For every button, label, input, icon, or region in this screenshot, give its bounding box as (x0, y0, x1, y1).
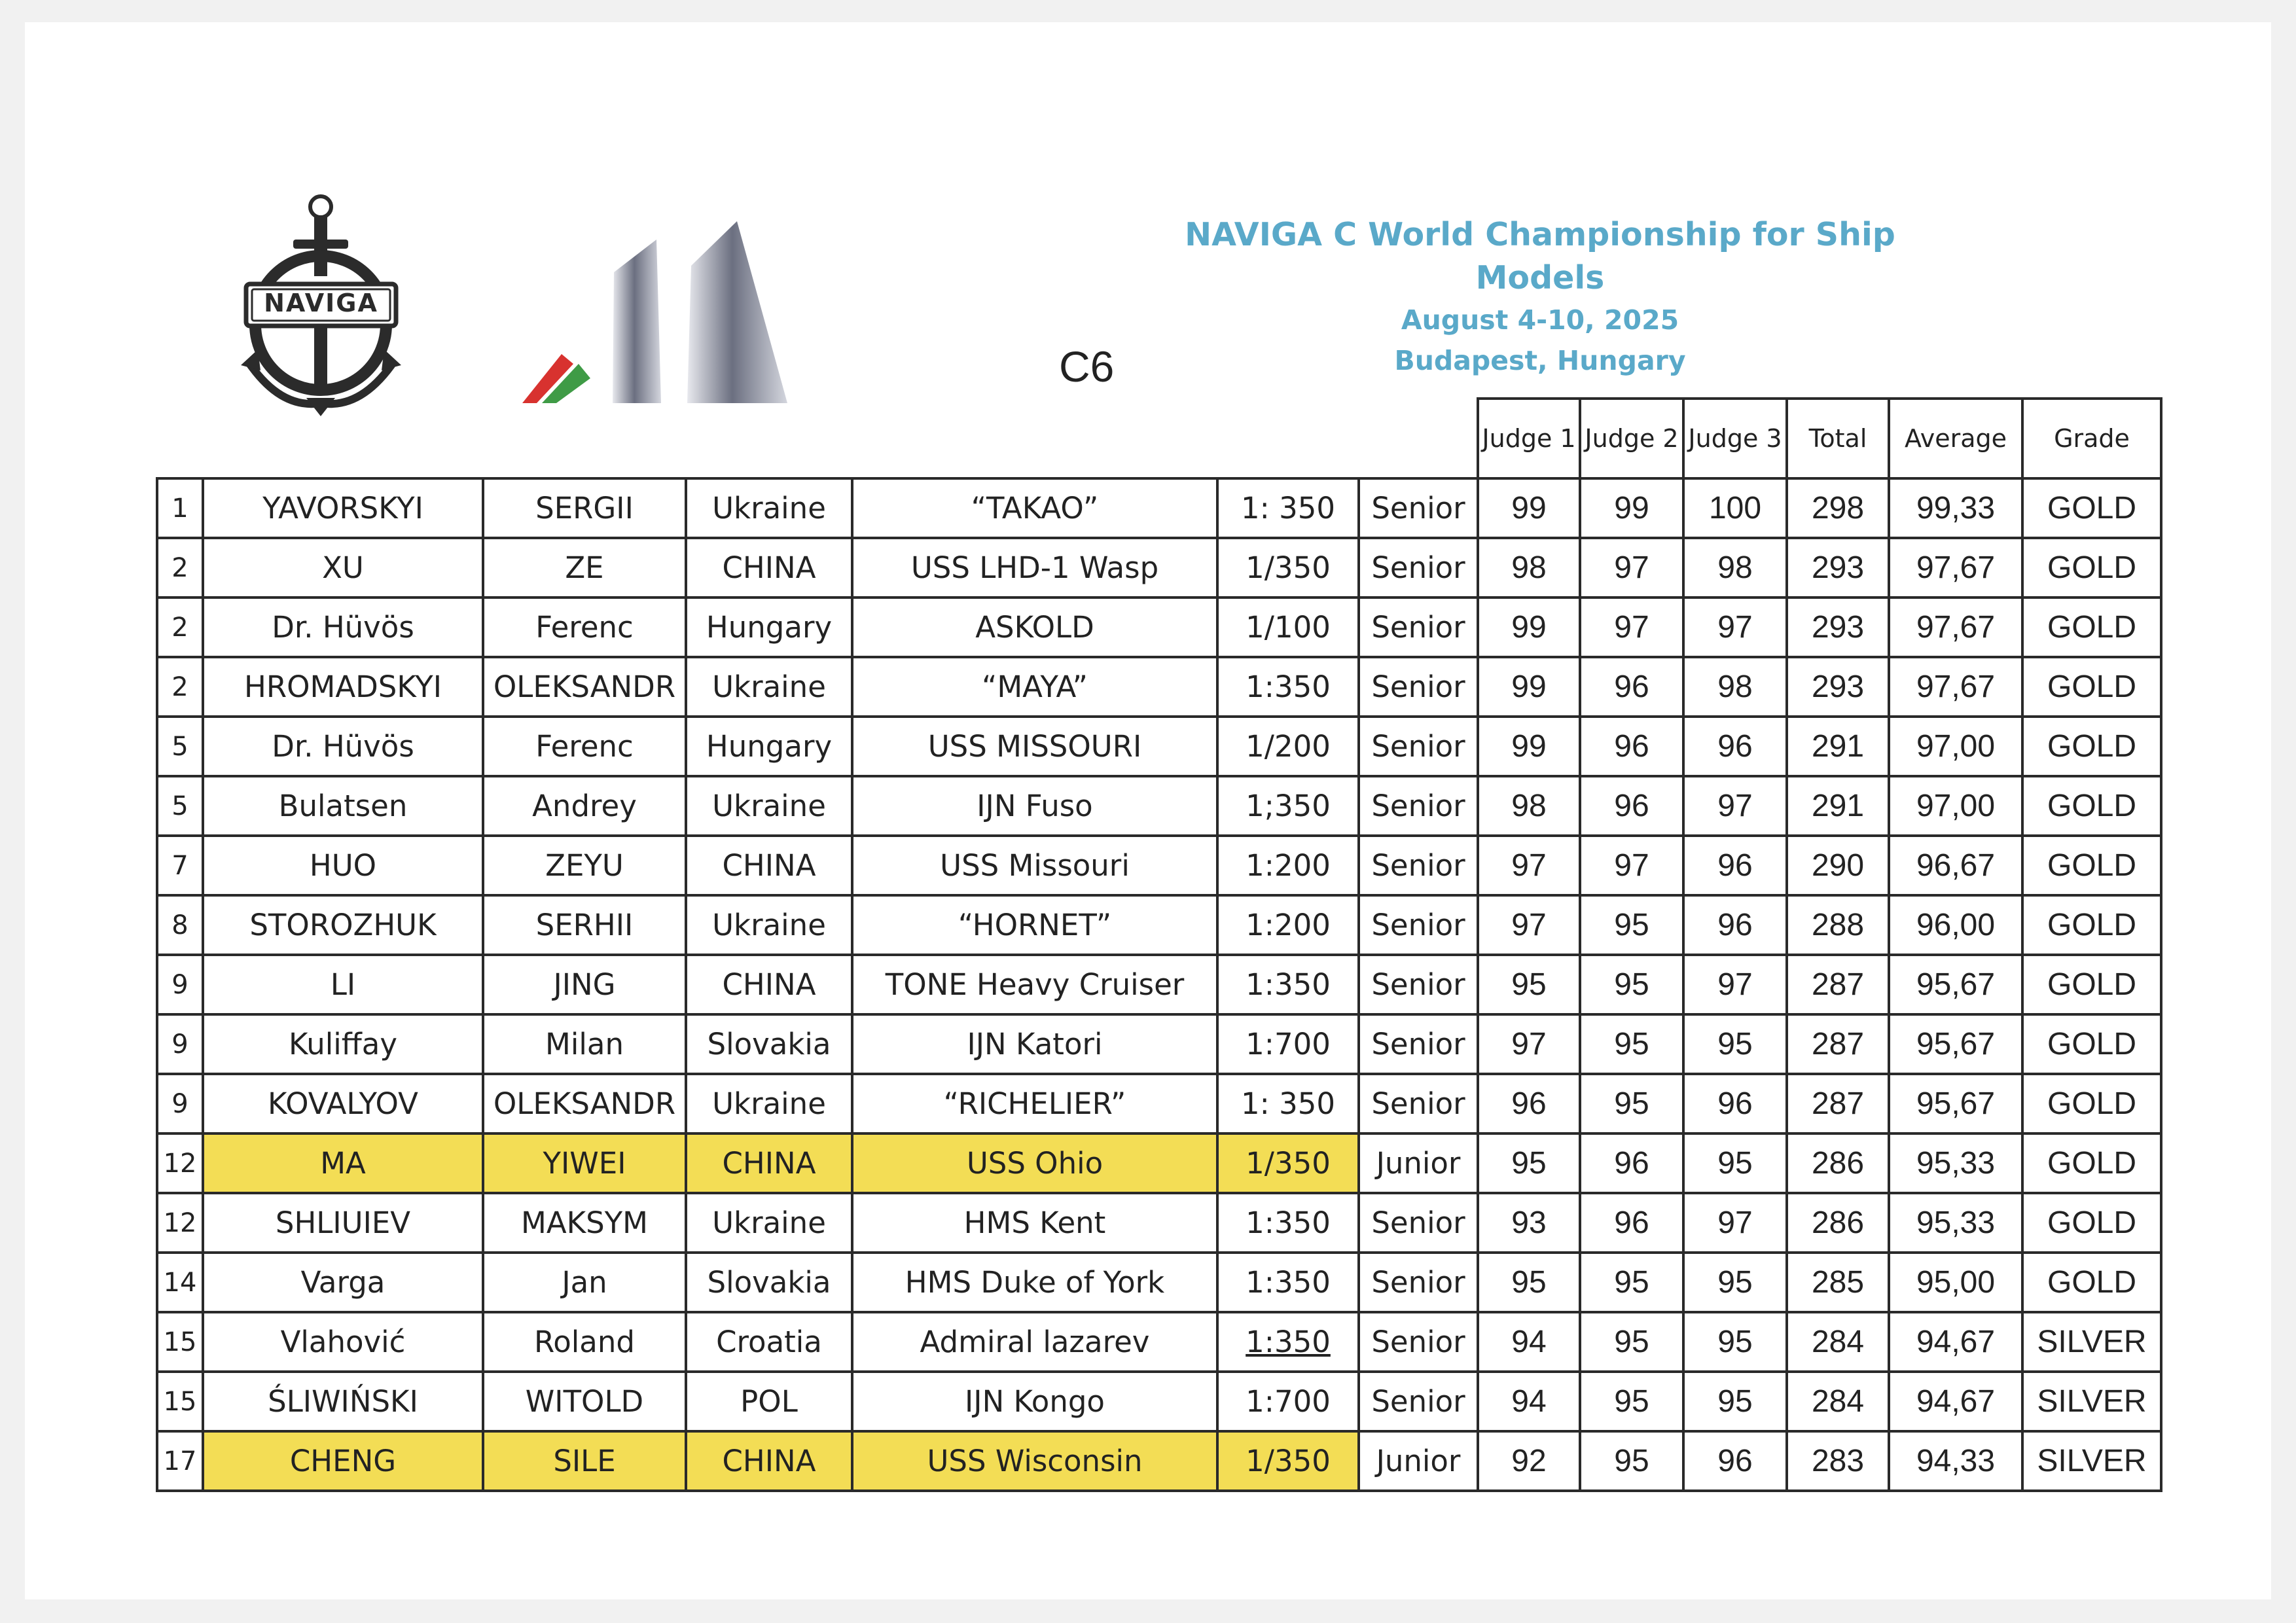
surname-cell: Varga (203, 1253, 483, 1312)
model-name-cell: ASKOLD (852, 597, 1217, 657)
model-name-cell: “RICHELIER” (852, 1074, 1217, 1133)
judge-1-score-cell: 93 (1478, 1193, 1580, 1253)
judge-2-score-cell: 95 (1580, 1014, 1683, 1074)
judge-1-score-cell: 99 (1478, 717, 1580, 776)
rank-cell: 12 (157, 1193, 203, 1253)
country-cell: Hungary (686, 597, 852, 657)
surname-cell: Kuliffay (203, 1014, 483, 1074)
category-cell: Senior (1359, 717, 1478, 776)
grade-cell: GOLD (2022, 717, 2161, 776)
rank-cell: 5 (157, 776, 203, 836)
grade-cell: GOLD (2022, 776, 2161, 836)
average-score-cell: 97,67 (1889, 538, 2022, 597)
category-cell: Senior (1359, 1014, 1478, 1074)
surname-cell: HUO (203, 836, 483, 895)
first-name-cell: OLEKSANDR (483, 1074, 686, 1133)
judge-3-score-cell: 97 (1683, 597, 1787, 657)
total-score-cell: 287 (1787, 955, 1889, 1014)
judge-1-score-cell: 98 (1478, 776, 1580, 836)
average-score-cell: 95,67 (1889, 955, 2022, 1014)
scale-cell: 1:200 (1217, 836, 1359, 895)
category-cell: Senior (1359, 1193, 1478, 1253)
grade-cell: GOLD (2022, 1193, 2161, 1253)
scale-cell: 1/350 (1217, 1431, 1359, 1491)
first-name-cell: WITOLD (483, 1372, 686, 1431)
first-name-cell: SERHII (483, 895, 686, 955)
column-header-judge-3: Judge 3 (1683, 399, 1787, 478)
grade-cell: GOLD (2022, 478, 2161, 538)
judge-2-score-cell: 96 (1580, 717, 1683, 776)
surname-cell: HROMADSKYI (203, 657, 483, 717)
average-score-cell: 96,67 (1889, 836, 2022, 895)
first-name-cell: ZEYU (483, 836, 686, 895)
total-score-cell: 291 (1787, 717, 1889, 776)
category-cell: Junior (1359, 1431, 1478, 1491)
average-score-cell: 94,67 (1889, 1372, 2022, 1431)
country-cell: Ukraine (686, 478, 852, 538)
table-row (157, 955, 2161, 1014)
category-cell: Senior (1359, 538, 1478, 597)
rank-cell: 9 (157, 1074, 203, 1133)
total-score-cell: 287 (1787, 1074, 1889, 1133)
judge-3-score-cell: 97 (1683, 1193, 1787, 1253)
class-label: C6 (1059, 342, 1115, 391)
category-cell: Senior (1359, 657, 1478, 717)
first-name-cell: Roland (483, 1312, 686, 1372)
average-score-cell: 99,33 (1889, 478, 2022, 538)
total-score-cell: 284 (1787, 1312, 1889, 1372)
scale-cell: 1:200 (1217, 895, 1359, 955)
table-row (157, 1014, 2161, 1074)
judge-1-score-cell: 99 (1478, 597, 1580, 657)
total-score-cell: 283 (1787, 1431, 1889, 1491)
total-score-cell: 286 (1787, 1133, 1889, 1193)
naviga-logo-text: NAVIGA (264, 289, 378, 317)
grade-cell: SILVER (2022, 1312, 2161, 1372)
model-name-cell: IJN Katori (852, 1014, 1217, 1074)
rank-cell: 15 (157, 1372, 203, 1431)
grade-cell: GOLD (2022, 955, 2161, 1014)
grade-cell: GOLD (2022, 895, 2161, 955)
rank-cell: 2 (157, 538, 203, 597)
category-cell: Senior (1359, 776, 1478, 836)
judge-3-score-cell: 96 (1683, 717, 1787, 776)
total-score-cell: 291 (1787, 776, 1889, 836)
column-header-judge-2: Judge 2 (1580, 399, 1683, 478)
judge-3-score-cell: 95 (1683, 1253, 1787, 1312)
judge-2-score-cell: 95 (1580, 895, 1683, 955)
country-cell: CHINA (686, 538, 852, 597)
rank-cell: 7 (157, 836, 203, 895)
first-name-cell: Andrey (483, 776, 686, 836)
table-row (157, 1372, 2161, 1431)
judge-2-score-cell: 97 (1580, 597, 1683, 657)
total-score-cell: 287 (1787, 1014, 1889, 1074)
grade-cell: GOLD (2022, 657, 2161, 717)
results-body (157, 399, 2161, 1491)
surname-cell: MA (203, 1133, 483, 1193)
surname-cell: Dr. Hüvös (203, 597, 483, 657)
grade-cell: SILVER (2022, 1372, 2161, 1431)
table-row (157, 1133, 2161, 1193)
judge-2-score-cell: 96 (1580, 776, 1683, 836)
surname-cell: Vlahović (203, 1312, 483, 1372)
first-name-cell: Ferenc (483, 597, 686, 657)
scale-cell: 1/350 (1217, 1133, 1359, 1193)
grade-cell: GOLD (2022, 538, 2161, 597)
average-score-cell: 97,00 (1889, 717, 2022, 776)
model-name-cell: USS Wisconsin (852, 1431, 1217, 1491)
judge-1-score-cell: 99 (1478, 657, 1580, 717)
judge-2-score-cell: 95 (1580, 1312, 1683, 1372)
model-name-cell: TONE Heavy Cruiser (852, 955, 1217, 1014)
average-score-cell: 94,33 (1889, 1431, 2022, 1491)
total-score-cell: 293 (1787, 597, 1889, 657)
table-row (157, 538, 2161, 597)
judge-2-score-cell: 99 (1580, 478, 1683, 538)
first-name-cell: Jan (483, 1253, 686, 1312)
table-row (157, 1431, 2161, 1491)
rank-cell: 15 (157, 1312, 203, 1372)
scale-cell: 1: 350 (1217, 478, 1359, 538)
category-cell: Junior (1359, 1133, 1478, 1193)
category-cell: Senior (1359, 955, 1478, 1014)
country-cell: CHINA (686, 955, 852, 1014)
scale-text: 1:350 (1246, 1325, 1331, 1359)
grade-cell: GOLD (2022, 1133, 2161, 1193)
judge-3-score-cell: 97 (1683, 776, 1787, 836)
table-row (157, 836, 2161, 895)
surname-cell: LI (203, 955, 483, 1014)
country-cell: Ukraine (686, 1074, 852, 1133)
country-cell: CHINA (686, 1133, 852, 1193)
hungarian-sail-logo (522, 213, 797, 410)
judge-3-score-cell: 100 (1683, 478, 1787, 538)
average-score-cell: 95,33 (1889, 1133, 2022, 1193)
grade-cell: GOLD (2022, 597, 2161, 657)
category-cell: Senior (1359, 895, 1478, 955)
judge-1-score-cell: 96 (1478, 1074, 1580, 1133)
surname-cell: SHLIUIEV (203, 1193, 483, 1253)
rank-cell: 2 (157, 657, 203, 717)
rank-cell: 5 (157, 717, 203, 776)
surname-cell: KOVALYOV (203, 1074, 483, 1133)
judge-2-score-cell: 95 (1580, 955, 1683, 1014)
surname-cell: XU (203, 538, 483, 597)
scale-cell: 1;350 (1217, 776, 1359, 836)
judge-2-score-cell: 95 (1580, 1431, 1683, 1491)
country-cell: Slovakia (686, 1253, 852, 1312)
championship-dates: August 4-10, 2025 (1401, 304, 1679, 336)
scale-cell: 1:350 (1217, 1253, 1359, 1312)
average-score-cell: 95,00 (1889, 1253, 2022, 1312)
judge-3-score-cell: 95 (1683, 1372, 1787, 1431)
scale-cell: 1:350 (1217, 955, 1359, 1014)
average-score-cell: 97,00 (1889, 776, 2022, 836)
country-cell: Hungary (686, 717, 852, 776)
results-table (156, 397, 2162, 1492)
total-score-cell: 284 (1787, 1372, 1889, 1431)
scale-cell: 1/200 (1217, 717, 1359, 776)
model-name-cell: “HORNET” (852, 895, 1217, 955)
rank-cell: 2 (157, 597, 203, 657)
average-score-cell: 94,67 (1889, 1312, 2022, 1372)
model-name-cell: USS Missouri (852, 836, 1217, 895)
judge-1-score-cell: 95 (1478, 955, 1580, 1014)
judge-2-score-cell: 96 (1580, 1133, 1683, 1193)
surname-cell: STOROZHUK (203, 895, 483, 955)
column-header-judge-1: Judge 1 (1478, 399, 1580, 478)
table-row (157, 657, 2161, 717)
model-name-cell: USS Ohio (852, 1133, 1217, 1193)
total-score-cell: 290 (1787, 836, 1889, 895)
category-cell: Senior (1359, 1074, 1478, 1133)
country-cell: CHINA (686, 836, 852, 895)
average-score-cell: 97,67 (1889, 597, 2022, 657)
judge-3-score-cell: 98 (1683, 538, 1787, 597)
rank-cell: 9 (157, 1014, 203, 1074)
judge-2-score-cell: 95 (1580, 1253, 1683, 1312)
first-name-cell: MAKSYM (483, 1193, 686, 1253)
judge-1-score-cell: 97 (1478, 836, 1580, 895)
grade-cell: SILVER (2022, 1431, 2161, 1491)
grade-cell: GOLD (2022, 1074, 2161, 1133)
first-name-cell: SILE (483, 1431, 686, 1491)
total-score-cell: 293 (1787, 538, 1889, 597)
table-row (157, 895, 2161, 955)
judge-3-score-cell: 96 (1683, 895, 1787, 955)
scale-cell: 1: 350 (1217, 1074, 1359, 1133)
table-row (157, 1253, 2161, 1312)
rank-cell: 9 (157, 955, 203, 1014)
total-score-cell: 286 (1787, 1193, 1889, 1253)
first-name-cell: OLEKSANDR (483, 657, 686, 717)
judge-2-score-cell: 96 (1580, 657, 1683, 717)
average-score-cell: 96,00 (1889, 895, 2022, 955)
judge-1-score-cell: 98 (1478, 538, 1580, 597)
surname-cell: CHENG (203, 1431, 483, 1491)
table-row (157, 1312, 2161, 1372)
judge-3-score-cell: 96 (1683, 836, 1787, 895)
judge-2-score-cell: 97 (1580, 538, 1683, 597)
grade-cell: GOLD (2022, 836, 2161, 895)
model-name-cell: IJN Fuso (852, 776, 1217, 836)
column-header-total: Total (1787, 399, 1889, 478)
judge-1-score-cell: 94 (1478, 1372, 1580, 1431)
judge-1-score-cell: 97 (1478, 1014, 1580, 1074)
country-cell: Ukraine (686, 776, 852, 836)
table-header-row (157, 399, 2161, 478)
judge-1-score-cell: 97 (1478, 895, 1580, 955)
judge-2-score-cell: 96 (1580, 1193, 1683, 1253)
judge-3-score-cell: 95 (1683, 1312, 1787, 1372)
header-spacer (157, 399, 1478, 478)
judge-3-score-cell: 95 (1683, 1133, 1787, 1193)
judge-1-score-cell: 99 (1478, 478, 1580, 538)
judge-1-score-cell: 95 (1478, 1133, 1580, 1193)
rank-cell: 17 (157, 1431, 203, 1491)
first-name-cell: YIWEI (483, 1133, 686, 1193)
country-cell: Slovakia (686, 1014, 852, 1074)
judge-3-score-cell: 96 (1683, 1431, 1787, 1491)
surname-cell: YAVORSKYI (203, 478, 483, 538)
country-cell: POL (686, 1372, 852, 1431)
judge-2-score-cell: 95 (1580, 1074, 1683, 1133)
table-row (157, 597, 2161, 657)
judge-1-score-cell: 95 (1478, 1253, 1580, 1312)
category-cell: Senior (1359, 1372, 1478, 1431)
judge-3-score-cell: 98 (1683, 657, 1787, 717)
average-score-cell: 95,67 (1889, 1074, 2022, 1133)
model-name-cell: HMS Kent (852, 1193, 1217, 1253)
first-name-cell: SERGII (483, 478, 686, 538)
judge-3-score-cell: 95 (1683, 1014, 1787, 1074)
judge-2-score-cell: 97 (1580, 836, 1683, 895)
scale-cell: 1/100 (1217, 597, 1359, 657)
model-name-cell: “MAYA” (852, 657, 1217, 717)
total-score-cell: 288 (1787, 895, 1889, 955)
category-cell: Senior (1359, 836, 1478, 895)
grade-cell: GOLD (2022, 1253, 2161, 1312)
championship-title: NAVIGA C World Championship for Ship Models (1185, 216, 1895, 296)
scale-cell: 1:350 (1217, 657, 1359, 717)
country-cell: Ukraine (686, 895, 852, 955)
model-name-cell: USS LHD-1 Wasp (852, 538, 1217, 597)
first-name-cell: ZE (483, 538, 686, 597)
model-name-cell: “TAKAO” (852, 478, 1217, 538)
anchor-icon (241, 194, 401, 416)
first-name-cell: Ferenc (483, 717, 686, 776)
total-score-cell: 293 (1787, 657, 1889, 717)
table-row (157, 776, 2161, 836)
category-cell: Senior (1359, 1312, 1478, 1372)
country-cell: Ukraine (686, 1193, 852, 1253)
judge-1-score-cell: 92 (1478, 1431, 1580, 1491)
rank-cell: 12 (157, 1133, 203, 1193)
rank-cell: 14 (157, 1253, 203, 1312)
rank-cell: 8 (157, 895, 203, 955)
total-score-cell: 298 (1787, 478, 1889, 538)
scale-cell: 1:700 (1217, 1014, 1359, 1074)
table-row (157, 717, 2161, 776)
document-page (25, 22, 2271, 1599)
table-row (157, 478, 2161, 538)
model-name-cell: HMS Duke of York (852, 1253, 1217, 1312)
model-name-cell: USS MISSOURI (852, 717, 1217, 776)
model-name-cell: Admiral lazarev (852, 1312, 1217, 1372)
scale-cell: 1:350 (1217, 1193, 1359, 1253)
judge-3-score-cell: 97 (1683, 955, 1787, 1014)
surname-cell: Dr. Hüvös (203, 717, 483, 776)
country-cell: CHINA (686, 1431, 852, 1491)
scale-cell: 1:700 (1217, 1372, 1359, 1431)
average-score-cell: 95,33 (1889, 1193, 2022, 1253)
naviga-anchor-logo (241, 194, 401, 416)
judge-2-score-cell: 95 (1580, 1372, 1683, 1431)
championship-location: Budapest, Hungary (1394, 345, 1686, 376)
surname-cell: Bulatsen (203, 776, 483, 836)
first-name-cell: JING (483, 955, 686, 1014)
judge-1-score-cell: 94 (1478, 1312, 1580, 1372)
average-score-cell: 97,67 (1889, 657, 2022, 717)
scale-cell (1217, 1312, 1359, 1372)
average-score-cell: 95,67 (1889, 1014, 2022, 1074)
table-row (157, 1074, 2161, 1133)
championship-header (1131, 213, 1949, 381)
country-cell: Croatia (686, 1312, 852, 1372)
first-name-cell: Milan (483, 1014, 686, 1074)
country-cell: Ukraine (686, 657, 852, 717)
category-cell: Senior (1359, 597, 1478, 657)
scale-cell: 1/350 (1217, 538, 1359, 597)
model-name-cell: IJN Kongo (852, 1372, 1217, 1431)
total-score-cell: 285 (1787, 1253, 1889, 1312)
surname-cell: ŚLIWIŃSKI (203, 1372, 483, 1431)
judge-3-score-cell: 96 (1683, 1074, 1787, 1133)
table-row (157, 1193, 2161, 1253)
rank-cell: 1 (157, 478, 203, 538)
column-header-average: Average (1889, 399, 2022, 478)
category-cell: Senior (1359, 478, 1478, 538)
grade-cell: GOLD (2022, 1014, 2161, 1074)
category-cell: Senior (1359, 1253, 1478, 1312)
column-header-grade: Grade (2022, 399, 2161, 478)
